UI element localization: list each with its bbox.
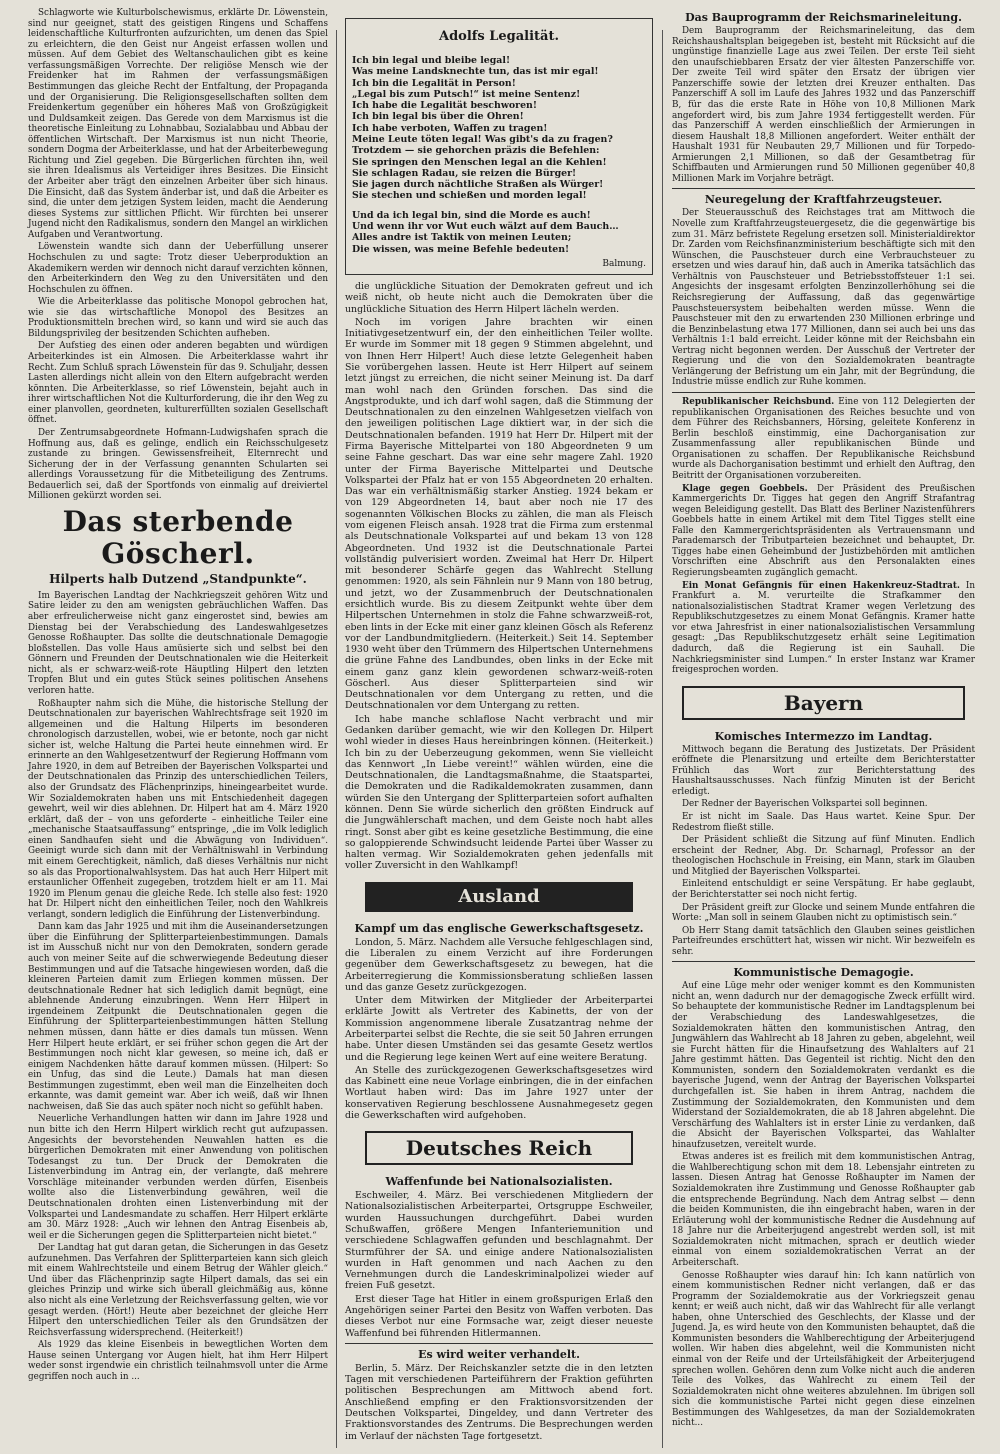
poem-title: Adolfs Legalität. [439, 29, 559, 44]
poem-line: Ich habe die Legalität beschworen! [352, 100, 537, 112]
run-in-heading: Republikanischer Reichsbund. [682, 397, 835, 407]
paragraph: Unter dem Mitwirken der Mitglieder der Arbeiterpartei erklärte Jowitt als Vertreter des Kabinetts, der von der Kommission angenommene liberale Zusatzantrag nehme der Arbeiterpartei selbst die Rechte, die sie seit 50 Jahren errungen habe. Unter diesen Umständen sei das gesamte Gesetz wertlos und die Regierung lege keinen Wert auf eine weitere Beratung. [345, 995, 653, 1063]
poem-line: Sie jagen durch nächtliche Straßen als Würger! [352, 179, 604, 191]
paragraph: Der Aufstieg des einen oder anderen begabten und würdigen Arbeiterkindes ist ein Almosen. Die Arbeiterklasse wahrt ihr Recht. Zum Schluß sprach Löwenstein für das 9. Schuljahr, dessen Lasten allerdings nicht allein von den Eltern aufgebracht werden könnten. Die Arbeiterklasse, so rief Löwenstein, bejaht auch in ihrer wirtschaftlichen Not die Kulturforderung, die ihr den Weg zu einer planvollen, geordneten, kulturerfüllten sozialen Gesellschaft öffnet. [28, 341, 328, 426]
poem-stanza [352, 210, 646, 255]
column-divider [662, 30, 663, 1448]
section-label: Deutsches Reich [405, 1136, 593, 1161]
paragraph: Genosse Roßhaupter wies darauf hin: Ich kann natürlich von einem kommunistischen Redner nicht verlangen, daß er das Programm der Sozialdemokratie aus der Vorkriegszeit genau kennt; er weiß auch nicht, daß wir das Wahlrecht für alle verlangt haben, ohne Unterschied des Geschlechts, der Klasse und der Jugend. Ja, es wird heute von den Kommunisten behauptet, daß die Kommunisten besonders die Wahlberechtigung der Arbeiterjugend wollen. Wir haben dies abgelehnt, weil die Kommunisten nicht einmal von der Reife und der Urteilsfähigkeit der Arbeiterjugend sprechen wollen. Gehören denn zum Volke nicht auch die anderen Teile des Volkes, das Wahlrecht zu einem Teil der Sozialdemokraten nicht ohne weiteres abzulehnen. Im übrigen soll sich die kommunistische Partei nicht gegen diese einzelnen Bestimmungen des Wahlgesetzes, da man der Sozialdemokraten nicht... [672, 1270, 975, 1429]
paragraph: Eschweiler, 4. März. Bei verschiedenen Mitgliedern der Nationalsozialistischen Arbeiterpartei, Ortsgruppe Eschweiler, wurden Haussuchungen durchgeführt. Dabei wurden Schußwaffen, größere Mengen Infanteriemunition und verschiedene Schlagwaffen gefunden und beschlagnahmt. Der Sturmführer der SA. und einige andere Nationalsozialisten wurden in Haft genommen und nach Aachen zu den Vernehmungen durch die Landeskriminalpolizei wieder auf freien Fuß gesetzt. [345, 1190, 653, 1292]
paragraph: Ob Herr Stang damit tatsächlich den Glauben seines geistlichen Parteifreundes erschüttert hat, wissen wir nicht. Wir bezweifeln es sehr. [672, 925, 975, 957]
subheadline: Hilperts halb Dutzend „Standpunkte“. [49, 571, 307, 586]
poem-line: Ich bin legal bis über die Ohren! [352, 111, 524, 123]
poem-line: Sie schlagen Radau, sie reizen die Bürger! [352, 167, 577, 179]
paragraph: London, 5. März. Nachdem alle Versuche fehlgeschlagen sind, die Liberalen zu einem Verzicht auf ihre Forderungen gegenüber dem Gewerkschaftsgesetz zu bewegen, hat die Arbeiterregierung die Kommissionsberatung schließen lassen und das ganze Gesetz zurückgezogen. [345, 936, 653, 993]
paragraph: Der Zentrumsabgeordnete Hofmann-Ludwigshafen sprach die Hoffnung aus, daß es gelinge, endlich ein Reichsschulgesetz zustande zu bringen. Gewissensfreiheit, Elternrecht und Sicherung der in der Verfassung genannten Schularten sei allerdings Voraussetzung für die Mitbeteiligung des Zentrums. Bedauerlich sei, daß der Sportfonds von einmalig auf dreiviertel Millionen gekürzt worden sei. [28, 427, 328, 502]
paragraph: die unglückliche Situation der Demokraten gefreut und ich weiß nicht, ob heute nicht auch die Demokraten über die unglückliche Situation des Herrn Hilpert lächeln werden. [345, 281, 653, 315]
paragraph: Auf eine Lüge mehr oder weniger kommt es den Kommunisten nicht an, wenn dadurch nur der demagogische Zweck erfüllt wird. So behauptete der kommunistische Redner im Landtagsplenum bei der Verabschiedung des Landeswahlgesetzes, die Sozialdemokraten hätten den kommunistischen Antrag, den Jungwählern das Wahlrecht ab 18 Jahren zu geben, abgelehnt, weil sie Furcht hätten für die Hinaufsetzung des Wahlalters auf 21 Jahre gestimmt hätten. Das Gegenteil ist richtig. Nicht den den Kommunisten, sondern den Sozialdemokraten verdankt es die bayerische Jugend, wenn der Antrag der Bayerischen Volkspartei durchgefallen ist. Sie haben in ihrem Antrag, nachdem die Zustimmung der Sozialdemokraten, den Kommunisten und dem Widerstand der Sozialdemokraten, die ab 18 Jahren abgelehnt. Die Verschärfung des Wahlalters ist in erster Linie zu verdanken, daß die Absicht der Bayerischen Volkspartei, das Wahlalter hinaufzusetzen, vereitelt wurde. [672, 981, 975, 1150]
paragraph: Im Bayerischen Landtag der Nachkriegszeit gehören Witz und Satire leider zu den am wenigsten gebräuchlichen Waffen. Das aber erfreulicherweise nicht ganz eingerostet sind, bewies am Dienstag bei der Verabschiedung des Landeswahlgesetzes Genosse Roßhaupter. Das sollte die deutschnationale Demagogie bloßstellen. Das volle Haus amüsierte sich und selbst bei den Gönnern und Freunden der Deutschnationalen wie die Heiterkeit nicht, als er schwarz-weiß-rote Häuptling Hilpert den letzten Tropfen Blut und ein gutes Stück seines politischen Ansehens verloren hatte. [28, 590, 328, 696]
paragraph-text: Der Präsident des Preußischen Kammergerichts Dr. Tigges hat gegen den Angriff Strafantrag wegen Beleidigung gestellt. Das Blatt des Berliner Nazistenführers Goebbels hatte in einem Artikel mit dem Titel Tigges stellt eine Falle den Kammergerichtspräsidenten als Vertrauensmann und Parademarsch der Tributparteien bezeichnet und behauptet, Dr. Tigges habe einen Geheimbund der Justizbehörden mit amtlichen Vorschriften eine Abschrift aus den Personalakten eines Regierungsbeamten zugänglich gemacht. [672, 483, 975, 578]
poem-line: Und wenn ihr vor Wut euch wälzt auf dem Bauch… [352, 220, 619, 232]
paragraph: Etwas anderes ist es freilich mit dem kommunistischen Antrag, die Wahlberechtigung schon mit dem 18. Lebensjahr eintreten zu lassen. Diesen Antrag hat Genosse Roßhaupter im Namen der Sozialdemokraten ihre Zustimmung und Genosse Roßhaupter gab die entsprechende Begründung. Nach dem Antrag selbst — denn die beiden Kommunisten, die ihn eingebracht haben, waren in der Erläuterung wohl der kommunistische Redner die Ausdehnung auf 18 Jahre nur die Arbeiterjugend angestrebt werden soll, ist mit Sozialdemokraten nicht mitmachen, sprach er deutlich wieder einmal von einem sozialdemokratischen Verrat an der Arbeiterschaft. [672, 1152, 975, 1268]
poem-signature: Balmung. [602, 258, 646, 269]
section-header-deutsches-reich [365, 1131, 633, 1165]
poem-box [345, 18, 653, 275]
paragraph: Neuerliche Verhandlungen hatten wir dann im Jahre 1928 und nun bitte ich den Herrn Hilpert wirklich recht gut aufzupassen. Angesichts der bevorstehenden Neuwahlen hatten es die bürgerlichen Demokraten mit einer Anwendung von politischen Todesangst zu tun. Der Druck der Demokraten die Listenverbindung im Antrag ein, der verlangte, daß mehrere Vorschläge miteinander verbunden werden dürfen, Eisenbeis wollte also die Listenverbindung gewähren, weil die Deutschnationalen drohten einen Listenverbindung mit der Volkspartei und Landesmandate zu schaffen. Herr Hilpert erklärte am 30. März 1928: „Auch wir lehnen den Antrag Eisenbeis ab, weil er die Sicherungen gegen die Splitterparteien nicht bietet.“ [28, 1114, 328, 1241]
paragraph-text: In Frankfurt a. M. verurteilte die Strafkammer den nationalsozialistischen Stadtrat Kramer wegen Verletzung des Republikschutzgesetzes zu einem Monat Gefängnis. Kramer hatte vor etwa Jahresfrist in einer nationalsozialistischen Versammlung gesagt: „Das Republikschutzgesetz erhält seine Legitimation dadurch, daß die Regierung ist ein Sauhall. Die Nachkriegsminister sind Lumpen.“ In erster Instanz war Kramer freigesprochen worden. [672, 580, 975, 676]
paragraph: Dem Bauprogramm der Reichsmarineleitung, das dem Reichshaushaltsplan beigegeben ist, besteht mit Rücksicht auf die ungünstige finanzielle Lage aus zwei Teilen. Der erste Teil sieht den unaufschiebbaren Ersatz der vier ältesten Panzerschiffe vor. Der zweite Teil wird später den Ersatz der übrigen vier Panzerschiffe sowie der letzten drei Kreuzer enthalten. Das Panzerschiff A soll im Laufe des Jahres 1932 und das Panzerschiff B, für das die erste Rate in Höhe von 10,8 Millionen Mark angefordert wird, bis zum Jahre 1934 fertiggestellt werden. Für das Panzerschiff A werden einschließlich der Armierungen in diesem Haushalt 18,8 Millionen angefordert. Weiter enthält der Haushalt 1931 für Neubauten 29,7 Millionen und für Torpedo-Armierungen 2,1 Millionen, so daß der Gesamtbetrag für Schiffbauten und Armierungen rund 50 Millionen gegenüber 40,8 Millionen Mark im Vorjahre beträgt. [672, 26, 975, 184]
column-3 [672, 8, 975, 1431]
paragraph: Schlagworte wie Kulturbolschewismus, erklärte Dr. Löwenstein, sind nur geeignet, statt des geistigen Ringens und Schaffens leidenschaftliche Kulturfronten aufzurichten, um denen das Spiel zu erleichtern, die den Geist nur Angeist erfassen wollen und müssen. Auf dem Gebiet des Weltanschaulichen gibt es keine verfassungsmäßigen Vorrechte. Der religiöse Mensch wie der Freidenker hat im Rahmen der verfassungsmäßigen Bestimmungen das gleiche Recht der Entfaltung, der Propaganda und der Organisierung. Die Religionsgesellschaften sollten dem Freidenkertum gegenüber ein höheres Maß von Großzügigkeit und Duldsamkeit zeigen. Das Gerede von dem Marxismus ist die theoretische Einleitung zu Lohnabbau, Sozialabbau und Abbau der öffentlichen Wirtschaft. Der Marxismus ist nun nicht Theorie, sondern Dogma der Arbeiterklasse, und hat der Arbeiterbewegung Richtung und Ziel gegeben. Die Bürgerlichen fürchten ihn, weil sie ihren Idealismus als Verteidiger ihres Besitzes. Die Einsicht der Arbeiter aber trägt den einzelnen Arbeiter über sich hinaus. Die Einsicht, daß das System änderbar ist, und daß die Arbeiter es sind, die unter dem jetzigen System leiden, macht die Aenderung dieses Systems zur sittlichen Pflicht. Wir fürchten bei unserer Jugend nicht den Radikalismus, sondern den Mangel an wirklichen Aufgaben und Verantwortung. [28, 8, 328, 240]
column-1 [28, 8, 328, 1385]
paragraph [672, 581, 975, 676]
article-heading: Komisches Intermezzo im Landtag. [714, 729, 933, 743]
paragraph: Der Steuerausschuß des Reichstages trat am Mittwoch die Novelle zum Kraftfahrzeugsteuergesetz, die die gegenwärtige bis zum 31. März befristete Regelung ersetzen soll. Ministerialdirektor Dr. Zarden vom Reichsfinanzministerium beschäftigte sich mit den Wünschen, die Pauschsteuer durch eine Verbrauchsteuer zu ersetzen und wies darauf hin, daß auch in Amerika tatsächlich das Verhältnis von Pauschsteuer und Betriebsstoffsteuer 1:1 sei. Angesichts der insgesamt erfolgten Benzinzollerhöhung sei die Reichsregierung der Auffassung, daß das gegenwärtige Pauschsteuersystem beibehalten werden müsse. Wenn die Pauschsteuer mit den zu erwartenden 230 Millionen erbringe und die Benzinbelastung etwa 177 Millionen, dann sei auch bei uns das Verhältnis 1:1 bald erreicht. Leider könne mit der Reichsbahn ein Vertrag nicht begonnen werden. Der Ausschuß der Vertreter der Regierung und die von den Sozialdemokraten beantragte Verlängerung der Befristung um ein Jahr, mit der Begründung, die Industrie müsse endlich zur Ruhe kommen. [672, 208, 975, 388]
section-label: Ausland [458, 885, 540, 907]
article-heading: Waffenfunde bei Nationalsozialisten. [385, 1175, 613, 1189]
paragraph: Noch im vorigen Jahre brachten wir einen Initiativgesetzentwurf ein, der den einheitlichen Teiler wollte. Er wurde im Sommer mit 18 gegen 9 Stimmen abgelehnt, und von Ihnen Herr Hilpert! Auch diese letzte Gelegenheit haben Sie vorübergehen lassen. Heute ist Herr Hilpert auf seinem letzt jüngst zu erreichen, die nicht seiner Meinung ist. Da darf man wohl nach den Gründen forschen. Das sind die Angstprodukte, und ich darf wohl sagen, daß die Stimmung der Deutschnationalen zu den einzelnen Wahlgesetzen vielfach von den jeweiligen politischen Lage diktiert war, in der sich die Deutschnationalen befanden. 1919 hat Herr Dr. Hilpert mit der Firma Bayerische Mittelpartei von 180 Abgeordneten 9 um seine Fahne geschart. Das war eine sehr magere Zahl. 1920 unter der Firma Bayerische Mittelpartei und Deutsche Volkspartei der Pfalz hat er von 155 Abgeordneten 20 erhalten. Das war ein verhältnismäßig starker Anstieg. 1924 bekam er von 129 Abgeordneten 14, baut aber noch nie 17 des sogenannten Völkischen Blocks zu zählen, die man als Fleisch vom eigenen Fleisch ansah. 1928 trat die Firma zum erstenmal als Deutschnationale Volkspartei auf und bekam 13 von 128 Abgeordneten. Und 1932 ist die Deutschnationale Partei vollständig pulverisiert worden. Zweimal hat Herr Dr. Hilpert mit besonderer Schärfe gegen das Wahlrecht Stellung genommen: 1920, als sein Fähnlein nur 9 Mann von 180 betrug, und jetzt, wo der Zusammenbruch der Deutschnationalen ersichtlich wurde. Bis zu diesem Zeitpunkt wehte über dem Hilpertschen Unternehmen in stolz die Fahne schwarzweiß-rot, eben lints in der Ecke mit einer ganz kleinen Gösch als Referenz vor der Landbundmitgliedern. (Heiterkeit.) Seit 14. September 1930 weht über den Trümmern des Hilpertschen Unternehmens die grüne Fahne des Landbundes, oben links in der Ecke mit einem ganz ganz klein gewordenen schwarz-weiß-roten Göscherl. Aus dieser Splitterparteien sind wir Deutschnationalen vor dem Untergang zu retten, und die Deutschnationalen vor dem Untergang zu retten. [345, 316, 653, 712]
paragraph: Roßhaupter nahm sich die Mühe, die historische Stellung der Deutschnationalen zur bayerischen Wahlrechtsfrage seit 1920 im allgemeinen und die Haltung Hilperts im besonderen chronologisch darzustellen, wobei, wie er betonte, noch gar nicht sicher ist, welche Haltung die Partei heute einnehmen wird. Er erinnerte an den Wahlgesetzentwurf der Regierung Hoffmann vom Jahre 1920, in dem auf Betreiben der Bayerischen Volkspartei und der Deutschnationalen das Prinzip des unterschiedlichen Teilers, also der Grundsatz des Flächenprinzips, hineingearbeitet wurde. Wir Sozialdemokraten haben uns mit Entschiedenheit dagegen gewehrt, weil wir dies ablehnen. Dr. Hilpert hat am 4. März 1920 erklärt, daß der – von uns geforderte – einheitliche Teiler eine „mechanische Staatsauffassung“ entspringe, „die im Volk lediglich einen Sandhaufen sieht und die Abwägung von Individuen“. Geeinigt wurde sich dann mit der Verhältniswahl in Verbindung mit einem Gerechtigkeit, nämlich, daß dieses Verhältnis nur nicht so als das Proportionalwahlsystem. Das hat auch Herr Hilpert mit erstaunlicher Offenheit zugegeben, trotzdem hielt er am 11. Mai 1920 im Plenum genau die gleiche Rede. Ich stelle also fest: 1920 hat Dr. Hilpert nicht den einheitlichen Teiler, noch den Wahlkreis verlangt, sondern lediglich die Einführung der Listenverbindung. [28, 698, 328, 920]
poem-line: Was meine Landsknechte tun, das ist mir egal! [352, 66, 599, 78]
article-heading: Kommunistische Demagogie. [733, 966, 914, 980]
headline: Das sterbende Göscherl. [62, 504, 294, 570]
article-heading: Es wird weiter verhandelt. [418, 1347, 580, 1361]
poem-stanza [352, 55, 646, 202]
poem-line: „Legal bis zum Putsch!“ ist meine Sentenz! [352, 88, 581, 100]
paragraph: Der Präsident greift zur Glocke und seinem Munde entfahren die Worte: „Man soll in seinem Glauben nicht zu optimistisch sein.“ [672, 902, 975, 924]
paragraph: Als 1929 das kleine Eisenbeis in bewegtlichen Worten dem Hause seinen Untergang vor Augen hielt, hat ihm Herr Hilpert weder sonst irgendwie ein christlich teilnahmsvoll unter die Arme gegriffen noch auch in ... [28, 1340, 328, 1382]
paragraph [672, 484, 975, 579]
column-divider [336, 30, 337, 1448]
paragraph: Dann kam das Jahr 1925 und mit ihm die Auseinandersetzungen über die Einführung der Splitterparteienbestimmungen. Damals ist im Ausschuß nicht nur von den Demokraten, sondern gerade auch von meiner Seite auf die schwerwiegende Bedeutung dieser Bestimmungen und auf die Tatsache hingewiesen worden, daß die kleineren Parteien damit zum Erliegen kommen müssen. Der deutschnationale Redner hat sich lediglich damit begnügt, eine ablehnende Anderung einzubringen. Wenn Herr Hilpert in irgendeinem Zeitpunkt die Deutschnationalen gegen die Einführung der Splitterparteienbestimmungen hätten Stellung nehmen müssen, dann hätte er dies damals tun müssen. Wenn Herr Hilpert heute erklärt, er sei früher schon gegen die Art der Bestimmungen noch nicht klar gewesen, so meine ich, daß er einigem Nachdenken hätte darauf kommen müssen. (Hilpert: So ein Unfug, das sind die Leute.) Damals hat man diesen Bestimmungen zugestimmt, eben weil man die Einzelheiten doch erkannte, was damit gemeint war. Aber ich weiß, daß wir Ihnen nachweisen, daß Sie das auch später noch nicht so gefühlt haben. [28, 922, 328, 1112]
poem-line: Die wissen, was meine Befehle bedeuten! [352, 243, 570, 255]
paragraph: Der Redner der Bayerischen Volkspartei soll beginnen. [682, 799, 928, 810]
poem-line: Ich bin die Legalität in Person! [352, 77, 516, 89]
section-header-bayern [682, 686, 965, 720]
paragraph: Berlin, 5. März. Der Reichskanzler setzte die in den letzten Tagen mit verschiedenen Parteiführern der Fraktion geführten politischen Besprechungen am Mittwoch abend fort. Anschließend empfing er den Fraktionsvorsitzenden der Deutschen Volkspartei, Dingeldey, und dann Vertreter des Fraktionsvorstandes des Zentrums. Die Besprechungen werden im Verlauf der nächsten Tage fortgesetzt. [345, 1362, 653, 1442]
paragraph: Wie die Arbeiterklasse das politische Monopol gebrochen hat, wie sie das wirtschaftliche Monopol des Besitzes an Produktionsmitteln brechen wird, so kann und wird sie auch das Bildungsprivileg der besitzenden Schichten aufheben. [28, 297, 328, 339]
article-heading: Das Bauprogramm der Reichsmarineleitung. [685, 11, 962, 24]
paragraph: Einleitend entschuldigt er seine Verspätung. Er habe geglaubt, der Berichterstatter sei noch nicht fertig. [672, 879, 975, 900]
section-header-ausland [365, 882, 633, 912]
section-label: Bayern [783, 690, 864, 715]
paragraph: Ich habe manche schlaflose Nacht verbracht und mir Gedanken darüber gemacht, wie wir den Kollegen Dr. Hilpert wohl wieder in dieses Haus hereinbringen können. (Heiterkeit.) Ich bin zu der Ueberzeugung gekommen, wenn Sie vielleicht das Kennwort „In Liebe vereint!“ wählen würden, eine die Deutschnationalen, die Landtagsmaßnahme, die Staatspartei, die Demokraten und die Radikaldemokraten zusammen, dann würden Sie den Untergang der Splitterparteien sofort aufhalten können. Denn Sie würde sicherlich den größten Eindruck auf die Jungwählerschaft machen, und dem Geiste noch habt alles ringt. Sonst aber gibt es keine gesetzliche Bestimmung, die eine so galoppierende Schwindsucht leidende Partei über Wasser zu halten vermag. Wir Sozialdemokraten gehen jedenfalls mit voller Zuversicht in den Wahlkampf! [345, 713, 653, 872]
paragraph: Mittwoch begann die Beratung des Justizetats. Der Präsident eröffnete die Plenarsitzung und erteilte dem Berichterstatter Frühlich das Wort zur Berichterstattung des Haushaltsausschusses. Nach fünfzig Minuten ist der Bericht erledigt. [672, 744, 975, 797]
paragraph-text: Eine von 112 Delegierten der republikanischen Organisationen des Reiches besuchte und von dem Führer des Reichsbanners, Hörsing, geleitete Konferenz in Berlin beschloß einstimmig, eine Dachorganisation zur Zusammenfassung aller republikanischen Bünde und Organisationen zu schaffen. Der Republikanische Reichsbund wurde als Dachorganisation bestimmt und erhielt den Auftrag, den Beitritt der Organisationen vorzubereiten. [672, 397, 975, 481]
poem-line: Und da ich legal bin, sind die Morde es auch! [352, 209, 591, 221]
poem-line: Sie stechen und schießen und morden legal! [352, 190, 587, 202]
run-in-heading: Ein Monat Gefängnis für einen Hakenkreuz-Stadtrat. [682, 580, 960, 591]
paragraph: Er ist nicht im Saale. Das Haus wartet. Keine Spur. Der Redestrom fließt stille. [672, 812, 975, 833]
paragraph: Der Präsident schließt die Sitzung auf fünf Minuten. Endlich erscheint der Redner, Abg. Dr. Scharnagl, Professor an der theologischen Hochschule in Freising, ein Mann, stark im Glauben und Mitglied der Bayerischen Volkspartei. [672, 835, 975, 877]
paragraph [672, 397, 975, 482]
poem-line: Meine Leute töten legal! Was gibt's da zu fragen? [352, 133, 613, 145]
poem-line: Trotzdem — sie gehorchen präzis die Befehlen: [352, 145, 600, 157]
poem-line: Sie springen den Menschen legal an die Kehlen! [352, 156, 607, 168]
paragraph: Löwenstein wandte sich dann der Ueberfüllung unserer Hochschulen zu und sagte: Trotz dieser Ueberproduktion an Akademikern werden wir dennoch nicht darauf verzichten können, den Arbeiterkindern den Weg zu den Universitäten und den Hochschulen zu öffnen. [28, 242, 328, 295]
paragraph: Der Landtag hat gut daran getan, die Sicherungen in das Gesetz aufzunehmen. Das Verfahren der Splitterparteien kann sich gleich mit einem Wahlrechtsteile und einem Betrug der Wähler gleich.“ Und über das Flächenprinzip sagte Hilpert damals, das sei ein gleiches Prinzip und wirke sich überall gleichmäßig aus, könne also nicht als eine Verletzung der Reichsverfassung gelten, wie vor gesagt werden. (Hört!) Heute aber bezeichnet der gleiche Herr Hilpert den unterschiedlichen Teiler als den Grundsätzen der Reichsverfassung widersprechend. (Heiterkeit!) [28, 1243, 328, 1338]
run-in-heading: Klage gegen Goebbels. [682, 483, 808, 494]
poem-line: Ich bin legal und bleibe legal! [352, 55, 511, 66]
paragraph: Erst dieser Tage hat Hitler in einem großspurigen Erlaß den Angehörigen seiner Partei den Besitz von Waffen verboten. Das dieses Verbot nur eine Formsache war, zeigt dieser neueste Waffenfund bei führenden Hitlermannen. [345, 1293, 653, 1339]
column-2 [345, 8, 653, 1444]
poem-line: Ich habe verboten, Waffen zu tragen! [352, 122, 548, 134]
article-heading: Neuregelung der Kraftfahrzeugsteuer. [704, 193, 943, 207]
article-heading: Kampf um das englische Gewerkschaftsgesetz. [354, 921, 644, 935]
poem-line: Alles andre ist Taktik von meinen Leuten; [352, 232, 572, 244]
paragraph: An Stelle des zurückgezogenen Gewerkschaftsgesetzes wird das Kabinett eine neue Vorlage einbringen, die in der einfachen Wortlaut haben wird: Das im Jahre 1927 unter der konservativen Regierung beschlossene Ausnahmegesetz gegen die Gewerkschaften wird aufgehoben. [345, 1064, 653, 1121]
